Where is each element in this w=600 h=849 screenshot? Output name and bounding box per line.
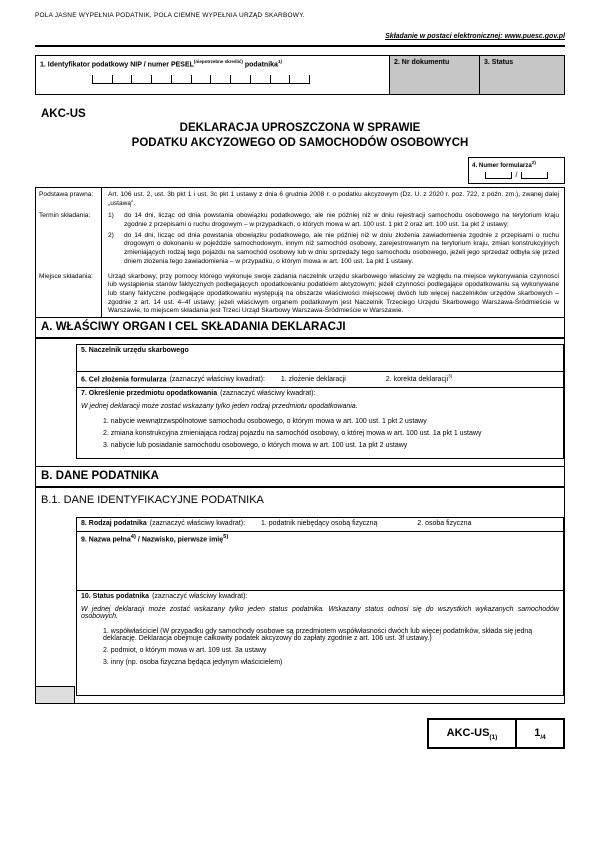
document-number-field [390,56,480,94]
field10-option-1[interactable]: 1. współwłaściciel (W przypadku gdy samochody osobowe są przedmiotem współwłasności dwóch lub więcej podatników, składa się jedną deklarację. Deklaracja obejmuje całkowity podatek akcyzowy do zapłaty zgodnie z art. 106 ust. 3f ustawy.) [103,627,533,642]
e-submission-note: Składanie w postaci elektronicznej: www.puesc.gov.pl [385,33,565,40]
form-number-input[interactable] [472,172,561,179]
filing-deadline-row [36,209,564,269]
form-number-field [468,157,565,184]
field8-hint: (zaznaczyć właściwy kwadrat): [149,520,246,528]
fill-instructions-note: POLA JASNE WYPEŁNIA PODATNIK, POLA CIEMNE WYPEŁNIA URZĄD SKARBOWY. [35,12,305,19]
field8-options [261,520,471,527]
field10-bottom-space [77,672,563,692]
field6-hint: (zaznaczyć właściwy kwadrat): [169,376,265,384]
nip-segment [250,75,270,84]
field8-option-1[interactable]: 1. podatnik niebędący osobą fizyczną [261,520,378,528]
status-label: 3. Status [484,59,514,66]
field7-taxation-subject [76,387,564,459]
field7-label-row [77,388,563,398]
form-title-line1: DEKLARACJA UPROSZCZONA W SPRAWIE [179,122,421,134]
legal-basis-row [36,188,564,209]
field8-label-row [77,518,563,528]
form-title-line2: PODATKU AKCYZOWEGO OD SAMOCHODÓW OSOBOWYCH [131,136,469,149]
field8-option-2[interactable]: 2. osoba fizyczna [417,520,472,528]
field10-note: W jednej deklaracji może zostać wskazany tylko jeden status podatnika. Wskazany status odnosi się do wszystkich wykazanych samochodów osobowych. [81,605,559,620]
identification-header-row [35,55,565,95]
field10-label: 10. Status podatnika [81,592,150,600]
form-number-separator: / [515,171,518,179]
field7-option-2[interactable]: 2. zmiana konstrukcyjna zmieniająca rodzaj pojazdu na samochód osobowy, o której mowa w art. 100 ust. 1a pkt 1 ustawy [103,430,482,438]
field8-label: 8. Rodzaj podatnika [81,520,147,528]
field6-label-row [77,372,563,384]
field6-option-2[interactable]: 2. korekta deklaracji$^{3)}$ [385,374,453,384]
form-code: AKC-US [41,108,86,120]
section-b-header: B. DANE PODATNIKA [36,466,564,488]
field5-input-area[interactable] [77,355,563,368]
footer-form-id-box [427,718,565,749]
form-number-row [35,157,565,184]
field9-full-name[interactable] [76,531,564,590]
field6-options [281,376,452,383]
nip-segment [131,75,151,84]
deadline-item-2: 2) do 14 dni, licząc od dnia powstania obowiązku podatkowego, ale nie później niż w dniu złożenia zawiadomienia zgodnie z przepisami o ruchu drogowym o dokonaniu w pojeździe samochodowym, innym niż samochód osobowy, zarejestrowanym na terytorium kraju, zmian konstrukcyjnych zmieniających rodzaj tego pojazdu na samochód osobowy lub w dniu sprzedaży tego samochodu osobowego, jeżeli jego sprzedaż odbyła się przed dniem złożenia tego zawiadomienia – w przypadku, o którym mowa w art. 100 ust. 1a pkt 1 ustawy. [108,231,559,265]
field10-taxpayer-status [76,590,564,696]
nip-segment [289,75,310,84]
field7-option-3[interactable]: 3. nabycie lub posiadanie samochodu osobowego, o których mowa w art. 100 ust. 1a pkt 2 ustawy [103,442,408,450]
form-number-label: 4. Numer formularza$^{2)}$ [472,159,536,169]
form-title [35,121,565,151]
nip-segment [210,75,230,84]
field6-filing-purpose [76,371,564,388]
field8-taxpayer-type [76,517,564,532]
field10-hint: (zaznaczyć właściwy kwadrat): [152,592,248,600]
nip-input-line[interactable] [92,75,310,84]
main-form-table [35,187,565,704]
nip-segment [230,75,250,84]
field10-option-2[interactable]: 2. podmiot, o którym mowa w art. 109 ust. 3a ustawy [103,646,267,654]
nip-segment [151,75,171,84]
strike-note-sup: (niepotrzebne skreślić) [193,59,243,64]
footer-page-indicator: $1_{/4}$ [534,726,546,741]
nip-segment [112,75,132,84]
field7-label: 7. Określenie przedmiotu opodatkowania [81,390,218,398]
field7-hint: (zaznaczyć właściwy kwadrat): [220,390,316,398]
field5-label: 5. Naczelnik urzędu skarbowego [81,347,189,355]
taxpayer-id-field [36,56,390,94]
field7-option-1[interactable]: 1. nabycie wewnątrzwspólnotowe samochodu osobowego, o którym mowa w art. 100 ust. 1 pkt 2 ustawy [103,418,427,426]
bottom-left-shaded-cell [36,686,75,703]
field10-options [77,622,563,672]
filing-place-label: Miejsce składania: [36,270,102,318]
section-b1-header: B.1. DANE IDENTYFIKACYJNE PODATNIKA [41,494,264,507]
taxpayer-id-label: 1. Identyfikator podatkowy NIP / numer $PESEL^{(niepotrzebne skreślić)}$ podatnika$^{1)}$ [40,59,282,69]
footer-row [35,718,565,749]
footnote-5-marker: 5) [223,534,229,541]
footnote-1-marker: 1) [277,59,282,64]
field9-label: 9. Nazwa pełna$^{4)}$ / Nazwisko, pierwsze imię$^{5)}$ [81,534,229,544]
field7-options [77,412,563,455]
field7-note: W jednej deklaracji może zostać wskazany tylko jeden rodzaj przedmiotu opodatkowania. [81,403,358,411]
section-b1-content [36,512,564,702]
e-submission-row [35,25,565,43]
footnote-3-marker: 3) [448,374,453,380]
footnote-4-marker: 4) [130,534,136,541]
section-a-content [36,339,564,466]
document-number-label: 2. Nr dokumentu [394,59,450,66]
legal-basis-label: Podstawa prawna: [36,188,102,209]
field10-option-3[interactable]: 3. inny (np. osoba fizyczna będąca jedynym właścicielem) [103,658,283,666]
nip-segment [92,75,112,84]
filing-deadline-label: Termin składania: [36,209,102,269]
form-number-segment [521,172,548,179]
filing-deadline-text [102,209,564,269]
nip-segment [270,75,290,84]
nip-segment [171,75,191,84]
field6-option-1[interactable]: 1. złożenie deklaracji [280,376,346,384]
footnote-2-marker: 2) [531,159,536,165]
filing-place-text: Urząd skarbowy, przy pomocy którego wykonuje swoje zadania naczelnik urzędu skarbowego właściwy ze względu na miejsce wykonywania czynności lub wystąpienia stanów faktycznych podlegających opodatkowaniu podatkiem akcyzowym; jeżeli czynności podlegające opodatkowaniu są wykonywane lub stany faktyczne podlegające opodatkowaniu występują na obszarze właściwości miejscowej dwóch lub więcej naczelników urzędów skarbowych – zgodnie z art. 14 ust. 4–4f ustawy; jeżeli właściwym organem podatkowym jest Naczelnik Trzeciego Urzędu Skarbowego Warszawa-Śródmieście w Warszawie, to miejscem składania jest Trzeci Urząd Skarbowy Warszawa-Śródmieście w Warszawie. [108,272,559,315]
field6-label: 6. Cel złożenia formularza [81,376,167,384]
field5-tax-office-head[interactable] [76,344,564,372]
field10-label-row [77,591,563,601]
nip-segment [191,75,211,84]
status-field [480,56,564,94]
deadline-item-1: 1) do 14 dni, licząc od dnia powstania obowiązku podatkowego, ale nie później niż w dniu rejestracji samochodu osobowego na terytorium kraju zgodnie z przepisami o ruchu drogowym – w przypadkach, o których mowa w art. 100 ust. 1 pkt 2 oraz art. 100 ust. 1a pkt 2 ustawy; [108,212,559,229]
footer-form-version: (1) [489,733,498,741]
filing-place-row [36,270,564,318]
footer-form-code: AKC-$US_{(1)}$ [429,720,517,747]
form-number-segment [485,172,512,179]
footer-page-total: /4 [540,733,546,741]
section-a-header: A. WŁAŚCIWY ORGAN I CEL SKŁADANIA DEKLARACJI [36,317,564,339]
legal-basis-text: Art. 106 ust. 2, ust. 3b pkt 1 i ust. 3c pkt 1 ustawy z dnia 6 grudnia 2008 r. o podatku akcyzowym (Dz. U. z 2020 r. poz. 722, z późn. zm.), zwanej dalej „ustawą”. [108,190,559,207]
top-divider [35,45,565,47]
field9-input-area[interactable] [77,545,563,587]
